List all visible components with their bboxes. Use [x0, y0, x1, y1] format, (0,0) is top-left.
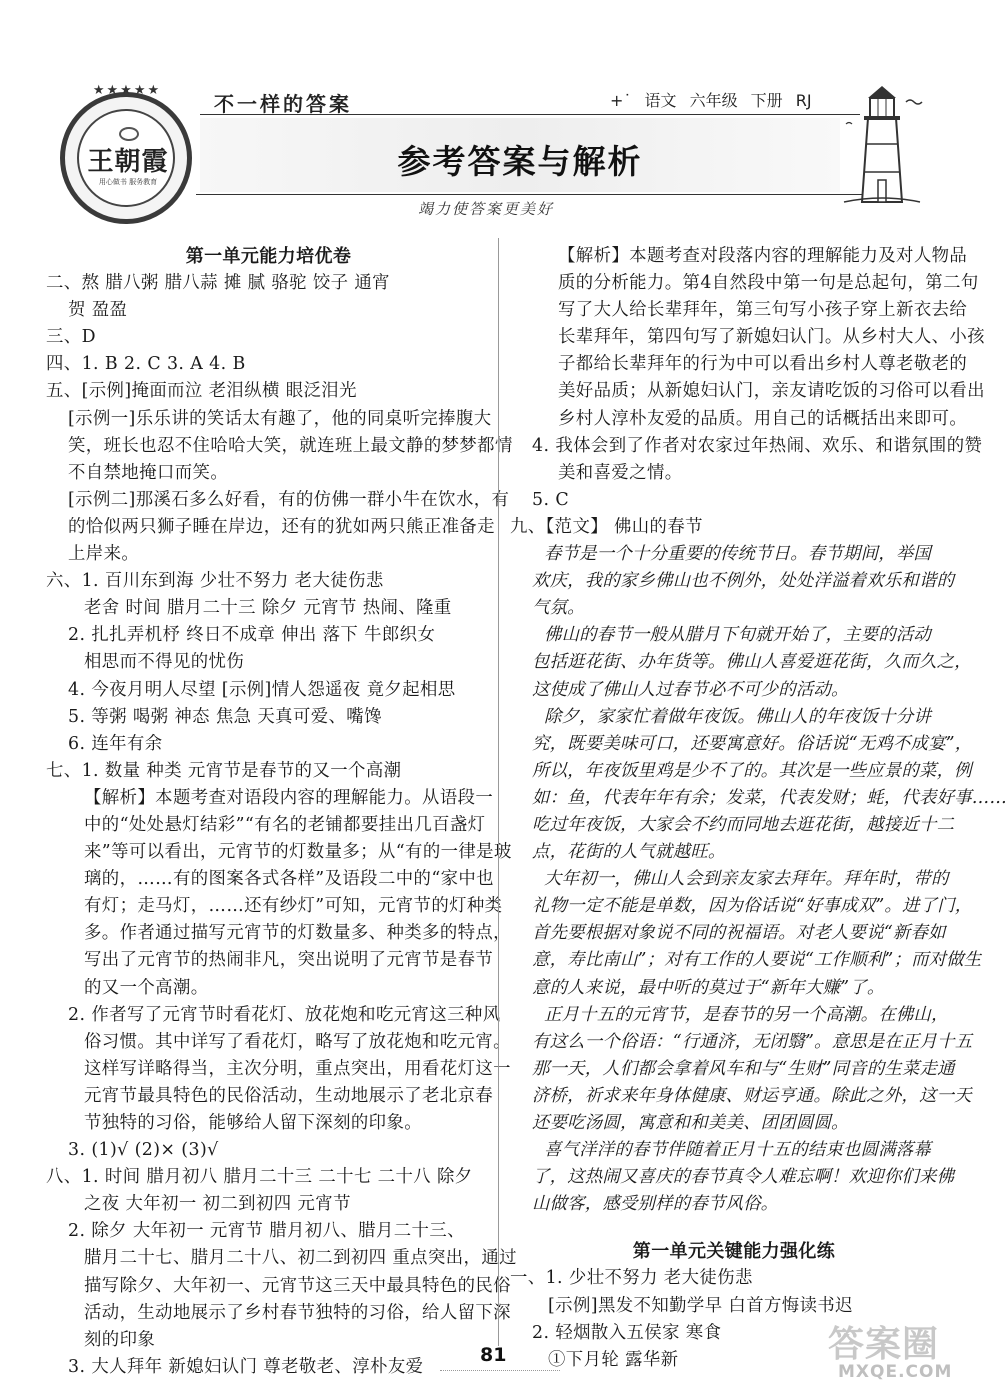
answer-line: 贺 盈盈 — [68, 300, 128, 321]
answer-line: 的又一个高潮。 — [84, 977, 209, 998]
answer-line: 3. (1)√ (2)× (3)√ — [68, 1140, 219, 1161]
answer-line: 2. 作者写了元宵节时看花灯、放花炮和吃元宵这三种风 — [68, 1004, 501, 1025]
answer-line: 除夕，家家忙着做年夜饭。佛山人的年夜饭十分讲 — [544, 706, 931, 727]
answer-line: 五、[示例]掩面而泣 老泪纵横 眼泛泪光 — [46, 381, 357, 402]
answer-line: 包括逛花街、办年货等。佛山人喜爱逛花街，久而久之， — [532, 652, 972, 673]
answer-line: 3. 大人拜年 新媳妇认门 尊老敬老、淳朴友爱 — [68, 1356, 424, 1377]
answer-line: 元宵节最具特色的民俗活动，生动地展示了老北京春 — [84, 1085, 494, 1106]
answer-line: 写出了元宵节的热闹非凡，突出说明了元宵节是春节 — [84, 950, 494, 971]
answer-line: 了，这热闹又喜庆的春节真令人难忘啊！欢迎你们来佛 — [532, 1167, 955, 1188]
watermark-text: 答案圈 — [828, 1324, 940, 1365]
answer-line: 质的分析能力。第4自然段中第一句是总起句，第二句 — [558, 273, 979, 294]
answer-line: [示例]黑发不知勤学早 白首方悔读书迟 — [548, 1295, 853, 1316]
answer-line: 意的人来说，最中听的莫过于“新年大赚”了。 — [532, 977, 885, 998]
watermark-url: MXQE.COM — [838, 1362, 953, 1382]
answer-line: 山做客，感受别样的春节风俗。 — [532, 1194, 779, 1215]
page-number: 81 — [480, 1344, 507, 1366]
section-gap — [510, 1218, 958, 1238]
section-title: 第一单元关键能力强化练 — [632, 1241, 836, 1263]
answer-line: 腊月二十七、腊月二十八、初二到初四 重点突出，通过 — [84, 1248, 517, 1269]
answer-line: 九、【范文】 佛山的春节 — [510, 516, 703, 537]
answer-line: 2. 轻烟散入五侯家 寒食 — [532, 1322, 722, 1343]
answer-line: 有这么一个俗语：“行通济，无闭翳”。意思是在正月十五 — [532, 1031, 973, 1052]
answer-line: 5. C — [532, 489, 570, 510]
answer-line: 节独特的习俗，能够给人留下深刻的印象。 — [84, 1113, 423, 1133]
answer-line: 七、1. 数量 种类 元宵节是春节的又一个高潮 — [46, 760, 402, 781]
answer-line: 多。作者通过描写元宵节的灯数量多、种类多的特点， — [84, 923, 511, 944]
answer-line: 如：鱼，代表年年有余；发菜，代表发财；蚝，代表好事…… — [532, 787, 1007, 808]
answer-line: 2. 扎扎弄机杼 终日不成章 伸出 落下 牛郎织女 — [68, 625, 436, 646]
answer-line: 春节是一个十分重要的传统节日。春节期间，举国 — [544, 544, 931, 565]
answer-line: ①下月轮 露华新 — [548, 1349, 679, 1370]
answer-line: 5. 等粥 喝粥 神态 焦急 天真可爱、嘴馋 — [68, 706, 382, 727]
answer-line: 4. 今夜月明人尽望 [示例]情人怨遥夜 竟夕起相思 — [68, 679, 456, 700]
section-title: 第一单元能力培优卷 — [185, 246, 352, 267]
answer-line: 八、1. 时间 腊月初八 腊月二十三 二十七 二十八 除夕 — [46, 1167, 473, 1188]
answer-line: 上岸来。 — [68, 544, 140, 565]
page-header — [0, 0, 1000, 230]
logo-inner-ring — [77, 109, 175, 207]
logo-slogan: 用心做书 服务教育 — [98, 178, 158, 186]
lighthouse-icon — [842, 84, 922, 210]
answer-line: 乡村人淳朴友爱的品质。用自己的话概括出来即可。 — [558, 408, 968, 429]
watermark — [828, 1316, 978, 1386]
star-row-icon: ★★★★★ — [92, 83, 162, 98]
answer-line: 喜气洋洋的春节伴随着正月十五的结束也圆满落幕 — [544, 1140, 931, 1161]
answer-line: 之夜 大年初一 初二到初四 元宵节 — [84, 1194, 351, 1215]
answer-line: 【解析】本题考查对语段内容的理解能力。从语段一 — [84, 787, 494, 808]
answer-line: 那一天，人们都会拿着风车和与“生财”同音的生菜走通 — [532, 1058, 955, 1079]
answer-line: 还要吃汤圆，寓意和和美美、团团圆圆。 — [532, 1113, 849, 1133]
book-info: +˙ 语文 六年级 下册 RJ — [610, 91, 812, 110]
answer-line: 正月十五的元宵节，是春节的另一个高潮。在佛山， — [544, 1004, 949, 1025]
answer-line: 【解析】本题考查对段落内容的理解能力及对人物品 — [558, 246, 968, 266]
brand-logo-seal — [60, 83, 192, 224]
answer-line: 描写除夕、大年初一、元宵节这三天中最具特色的民俗 — [84, 1275, 511, 1296]
right-answer-column — [510, 243, 1007, 1374]
answer-line: 礼物一定不能是单数，因为俗话说“好事成双”。进了门， — [532, 896, 973, 917]
answer-line: 这样写详略得当，主次分明，重点突出，用看花灯这一 — [84, 1058, 511, 1079]
answer-line: 来”等可以看出，元宵节的灯数量多；从“有的一律是玻 — [84, 842, 512, 863]
answer-line: 4. 我体会到了作者对农家过年热闹、欢乐、和谐氛围的赞 — [532, 435, 983, 456]
answer-line: 活动，生动地展示了乡村春节独特的习俗，给人留下深 — [84, 1302, 511, 1323]
answer-line: 美好品质；从新媳妇认门，亲友请吃饭的习俗可以看出 — [558, 381, 985, 402]
answer-line: [示例二]那溪石多么好看，有的仿佛一群小牛在饮水，有 — [68, 489, 510, 510]
answer-line: 一、1. 少壮不努力 老大徒伤悲 — [510, 1268, 753, 1289]
answer-line: 佛山的春节一般从腊月下旬就开始了，主要的活动 — [544, 625, 931, 646]
answer-line: 笑，班长也忍不住哈哈大笑，就连班上最文静的梦梦都情 — [68, 435, 513, 456]
answer-line: [示例一]乐乐讲的笑话太有趣了，他的同桌听完捧腹大 — [68, 408, 492, 429]
answer-line: 俗习惯。其中详写了看花灯，略写了放花炮和吃元宵。 — [84, 1031, 511, 1052]
answer-line: 吃过年夜饭，大家会不约而同地去逛花街，越接近十二 — [532, 814, 955, 835]
page-number-ornament — [440, 1370, 560, 1371]
answer-line: 子都给长辈拜年的行为中可以看出乡村人尊老敬老的 — [558, 354, 968, 375]
column-divider — [498, 238, 499, 1346]
answer-line: 点，花街的人气就越旺。 — [532, 842, 726, 863]
answer-line: 四、1. B 2. C 3. A 4. B — [46, 354, 246, 375]
answer-line: 所以，年夜饭里鸡是少不了的。其次是一些应景的菜，例 — [532, 760, 972, 781]
answer-line: 究，既要美味可口，还要寓意好。俗话说“无鸡不成宴”， — [532, 733, 973, 754]
answer-line: 相思而不得见的忧伤 — [84, 652, 245, 673]
answer-line: 济桥，祈求来年身体健康、财运亨通。除此之外，这一天 — [532, 1085, 972, 1106]
motto: 竭力使答案更美好 — [417, 200, 554, 218]
answer-line: 有灯；走马灯，……还有纱灯”可知，元宵节的灯种类 — [84, 896, 503, 917]
answer-line: 这使成了佛山人过春节必不可少的活动。 — [532, 679, 849, 700]
main-title: 参考答案与解析 — [397, 142, 643, 181]
answer-line: 2. 除夕 大年初一 元宵节 腊月初八、腊月二十三、 — [68, 1221, 465, 1242]
answer-line: 大年初一，佛山人会到亲友家去拜年。拜年时，带的 — [544, 869, 949, 890]
answer-line: 气氛。 — [532, 598, 585, 619]
answer-line: 首先要根据对象说不同的祝福语。对老人要说“新春如 — [532, 923, 946, 944]
portrait-icon — [119, 127, 139, 141]
logo-text: 王朝霞 — [87, 147, 169, 177]
header-rule-top — [200, 114, 860, 115]
series-title: 不一样的答案 — [214, 92, 352, 116]
answer-line: 二、熬 腊八粥 腊八蒜 摊 腻 骆驼 饺子 通宵 — [46, 273, 390, 294]
answer-line: 老舍 时间 腊月二十三 除夕 元宵节 热闹、隆重 — [84, 598, 452, 619]
answer-line: 欢庆，我的家乡佛山也不例外，处处洋溢着欢乐和谐的 — [532, 571, 955, 592]
answer-line: 写了大人给长辈拜年，第三句写小孩子穿上新衣去给 — [558, 300, 968, 321]
answer-line: 中的“处处悬灯结彩”“有名的老铺都要挂出几百盏灯 — [84, 814, 486, 835]
answer-line: 意，寿比南山”；对有工作的人要说“工作顺利”；而对做生 — [532, 950, 982, 971]
answer-line: 长辈拜年，第四句写了新媳妇认门。从乡村大人、小孩 — [558, 327, 985, 348]
answer-line: 璃的，……有的图案各式各样”及语段二中的“家中也 — [84, 869, 494, 890]
answer-line: 三、D — [46, 327, 96, 348]
answer-line: 不自禁地掩口而笑。 — [68, 462, 229, 483]
header-rule-bottom — [196, 194, 864, 195]
answer-line: 六、1. 百川东到海 少壮不努力 老大徒伤悲 — [46, 571, 384, 592]
answer-line: 刻的印象 — [84, 1329, 156, 1350]
answer-line: 6. 连年有余 — [68, 733, 163, 754]
answer-line: 的恰似两只狮子睡在岸边，还有的犹如两只熊正准备走 — [68, 516, 495, 537]
answer-line: 美和喜爱之情。 — [558, 462, 683, 483]
